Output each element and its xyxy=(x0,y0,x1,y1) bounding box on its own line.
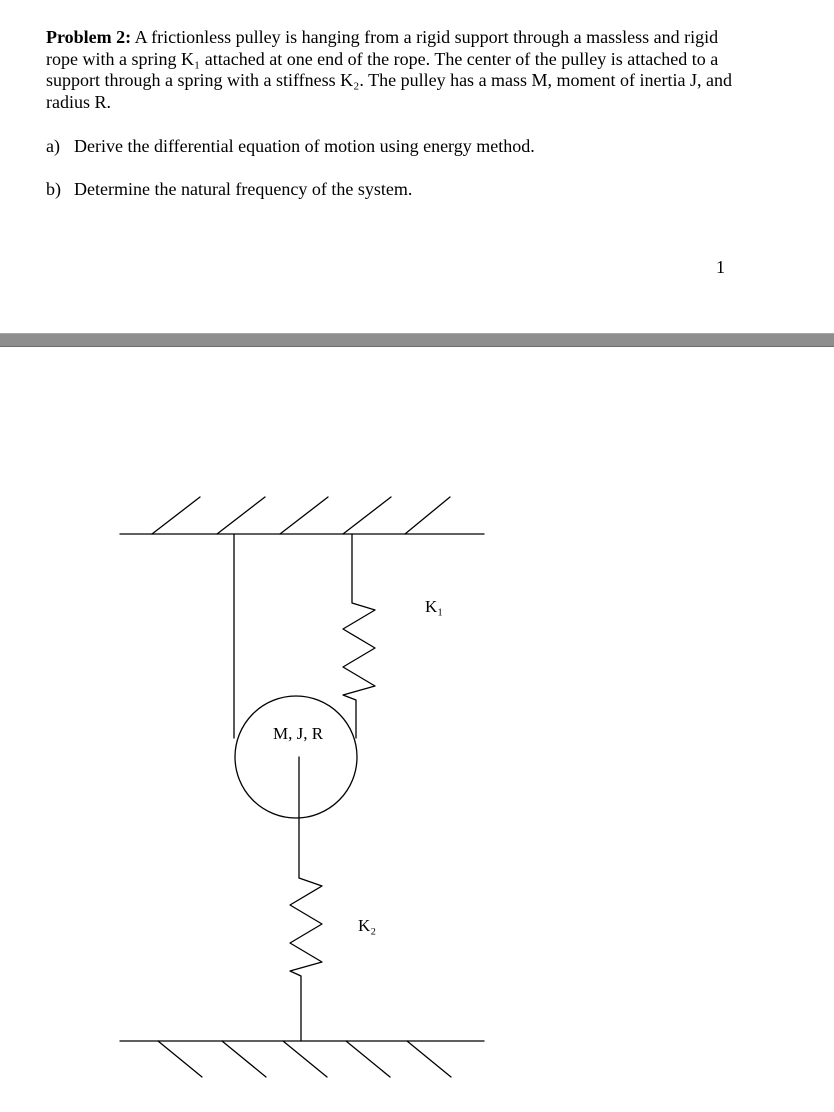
problem-title: Problem 2 xyxy=(46,27,126,47)
spring-k2 xyxy=(290,757,322,1041)
question-b-label: b) xyxy=(46,179,61,199)
question-a-text: Derive the differential equation of motion using energy method. xyxy=(74,136,535,156)
question-b-text: Determine the natural frequency of the system. xyxy=(74,179,413,199)
spring-k1 xyxy=(343,534,375,738)
page-number: 1 xyxy=(716,257,725,277)
spring-k1-label: K₁ xyxy=(425,597,444,616)
bottom-support-hatching xyxy=(158,1041,451,1077)
problem-title-colon: : xyxy=(125,27,132,47)
pulley-label: M, J, R xyxy=(273,724,324,743)
top-support-hatching xyxy=(152,497,450,534)
pulley xyxy=(235,696,357,818)
spring-k2-label: K₂ xyxy=(358,916,377,935)
problem-text: A frictionless pulley is hanging from a rigid support through a massless and rigid rope with a spring K₁ attached at one end of the rope. The center of the pulley is attached to a support through a spring with a stiffness K₂. The pulley has a mass M, moment of inertia J, and radius R. xyxy=(46,27,733,112)
question-a-label: a) xyxy=(46,136,60,156)
